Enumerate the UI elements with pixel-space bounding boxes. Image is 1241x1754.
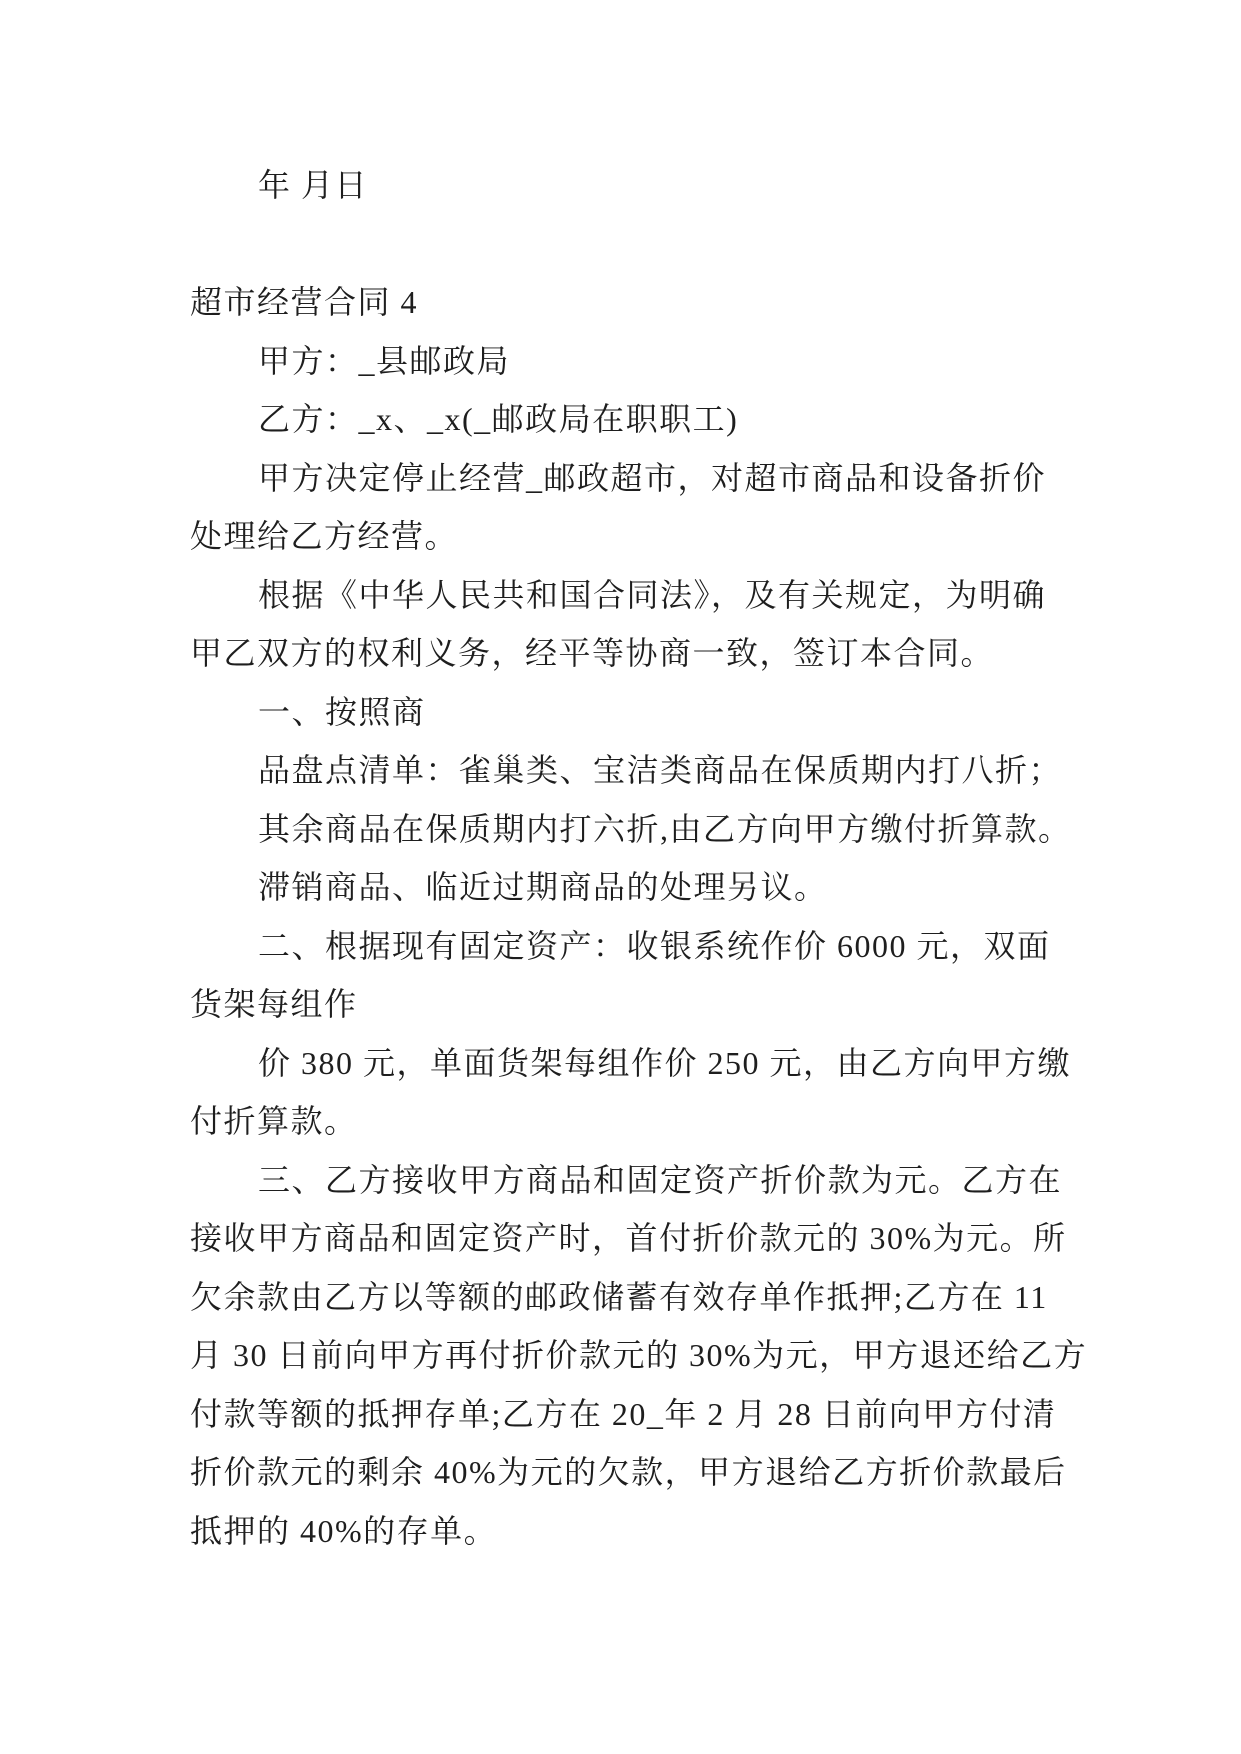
body-line: 价 380 元，单面货架每组作价 250 元，由乙方向甲方缴	[258, 1044, 1072, 1081]
body-line: 根据《中华人民共和国合同法》，及有关规定，为明确	[258, 576, 1047, 613]
party-a-line: 甲方：_县邮政局	[258, 342, 511, 379]
clause-two-line: 二、根据现有固定资产：收银系统作价 6000 元，双面	[258, 927, 1051, 964]
clause-three-line: 三、乙方接收甲方商品和固定资产折价款为元。乙方在	[258, 1161, 1063, 1198]
body-line: 折价款元的剩余 40%为元的欠款，甲方退给乙方折价款最后	[190, 1454, 1067, 1490]
body-line: 甲方决定停止经营_邮政超市，对超市商品和设备折价	[258, 459, 1047, 496]
body-line: 品盘点清单：雀巢类、宝洁类商品在保质期内打八折；	[258, 752, 1063, 788]
party-b-line: 乙方：_x、_x(_邮政局在职职工)	[258, 401, 739, 437]
body-line: 接收甲方商品和固定资产时，首付折价款元的 30%为元。所	[190, 1220, 1067, 1256]
body-line: 月 30 日前向甲方再付折价款元的 30%为元，甲方退还给乙方	[190, 1337, 1088, 1373]
body-line: 其余商品在保质期内打六折,由乙方向甲方缴付折算款。	[258, 810, 1072, 847]
body-line: 处理给乙方经营。	[190, 518, 459, 554]
contract-title: 超市经营合同 4	[190, 284, 419, 320]
body-line: 付款等额的抵押存单;乙方在 20_年 2 月 28 日前向甲方付清	[190, 1395, 1057, 1432]
body-line: 付折算款。	[190, 1103, 358, 1139]
date-line: 年 月日	[258, 167, 369, 203]
body-line: 欠余款由乙方以等额的邮政储蓄有效存单作抵押;乙方在 11	[190, 1278, 1048, 1315]
body-line: 甲乙双方的权利义务，经平等协商一致，签订本合同。	[190, 635, 995, 671]
clause-one-heading: 一、按照商	[258, 693, 426, 730]
blank-line	[190, 215, 1070, 274]
document-body	[190, 156, 1088, 1560]
body-line: 货架每组作	[190, 986, 358, 1022]
body-line: 抵押的 40%的存单。	[190, 1512, 498, 1549]
body-line: 滞销商品、临近过期商品的处理另议。	[258, 869, 828, 905]
